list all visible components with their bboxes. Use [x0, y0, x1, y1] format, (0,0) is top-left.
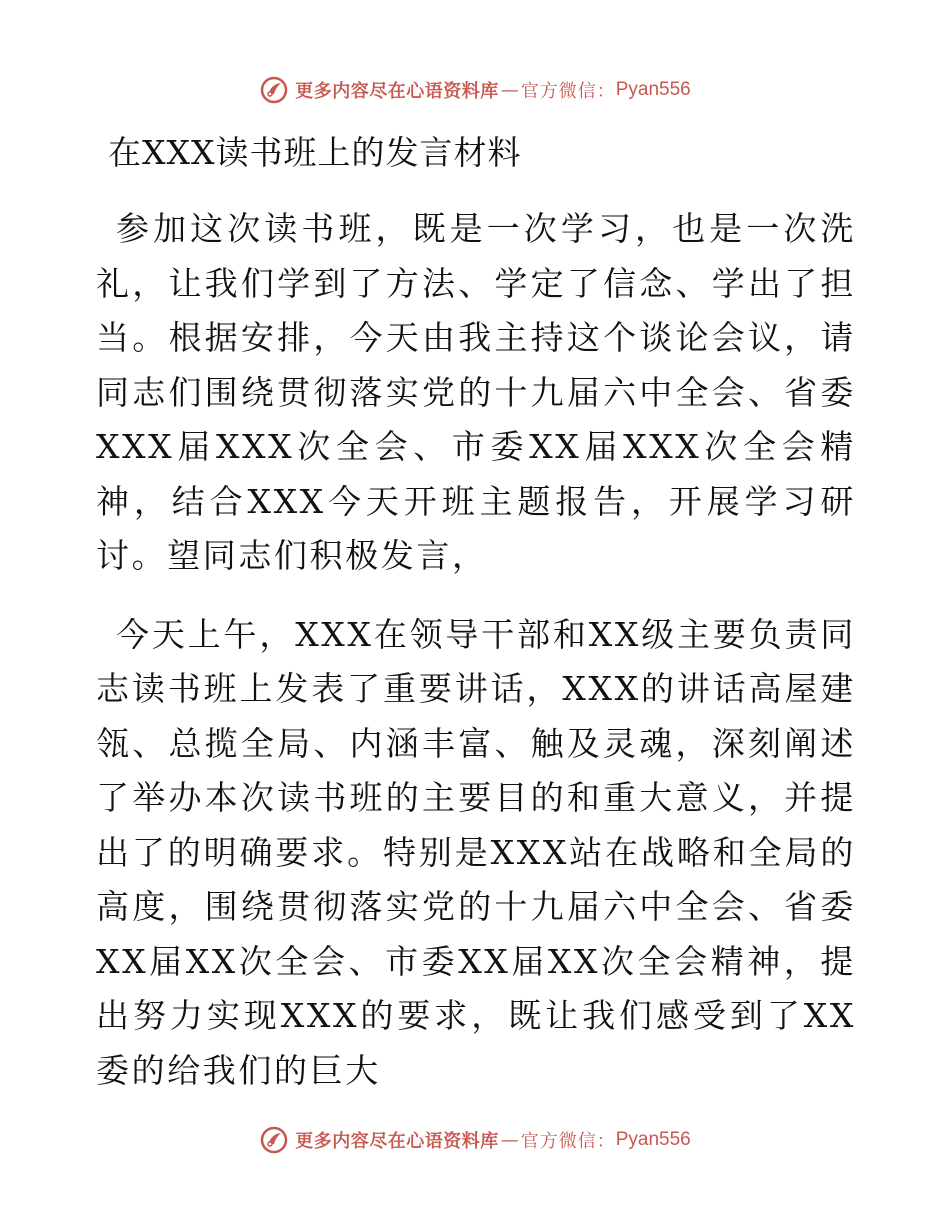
banner-main-text: 更多内容尽在心语资料库 [295, 81, 499, 102]
banner-wechat-id: Pyan556 [615, 1129, 691, 1150]
banner-wechat-label: 官方微信： [520, 1131, 616, 1152]
banner-dash: — [500, 1129, 519, 1151]
paragraph-2: 今天上午，XXX在领导干部和XX级主要负责同志读书班上发表了重要讲话，XXX的讲话高屋建瓴、总揽全局、内涵丰富、触及灵魂，深刻阐述了举办本次读书班的主要目的和重大意义，并提出了的明确要求。特别是XXX站在战略和全局的高度，围绕贯彻落实党的十九届六中全会、省委XX届XX次全会、市委XX届XX次全会精神，提出努力实现XXX的要求，既让我们感受到了XX委的给我们的巨大 [96, 614, 856, 1090]
banner-wechat-label: 官方微信： [520, 81, 616, 102]
banner-dash: — [500, 79, 519, 101]
footer-watermark-banner [0, 1122, 950, 1158]
banner-wechat-id: Pyan556 [615, 79, 691, 100]
paragraph-1: 参加这次读书班，既是一次学习，也是一次洗礼，让我们学到了方法、学定了信念、学出了担当。根据安排，今天由我主持这个谈论会议，请同志们围绕贯彻落实党的十九届六中全会、省委XXX届XXX次全会、市委XX届XXX次全会精神，结合XXX今天开班主题报告，开展学习研讨。望同志们积极发言， [96, 209, 856, 575]
header-watermark-banner [0, 72, 950, 108]
brand-logo-icon [259, 75, 289, 105]
banner-main-text: 更多内容尽在心语资料库 [295, 1131, 499, 1152]
brand-logo-icon [259, 1125, 289, 1155]
document-title: 在XXX读书班上的发言材料 [108, 133, 522, 172]
document-body [96, 120, 856, 1098]
